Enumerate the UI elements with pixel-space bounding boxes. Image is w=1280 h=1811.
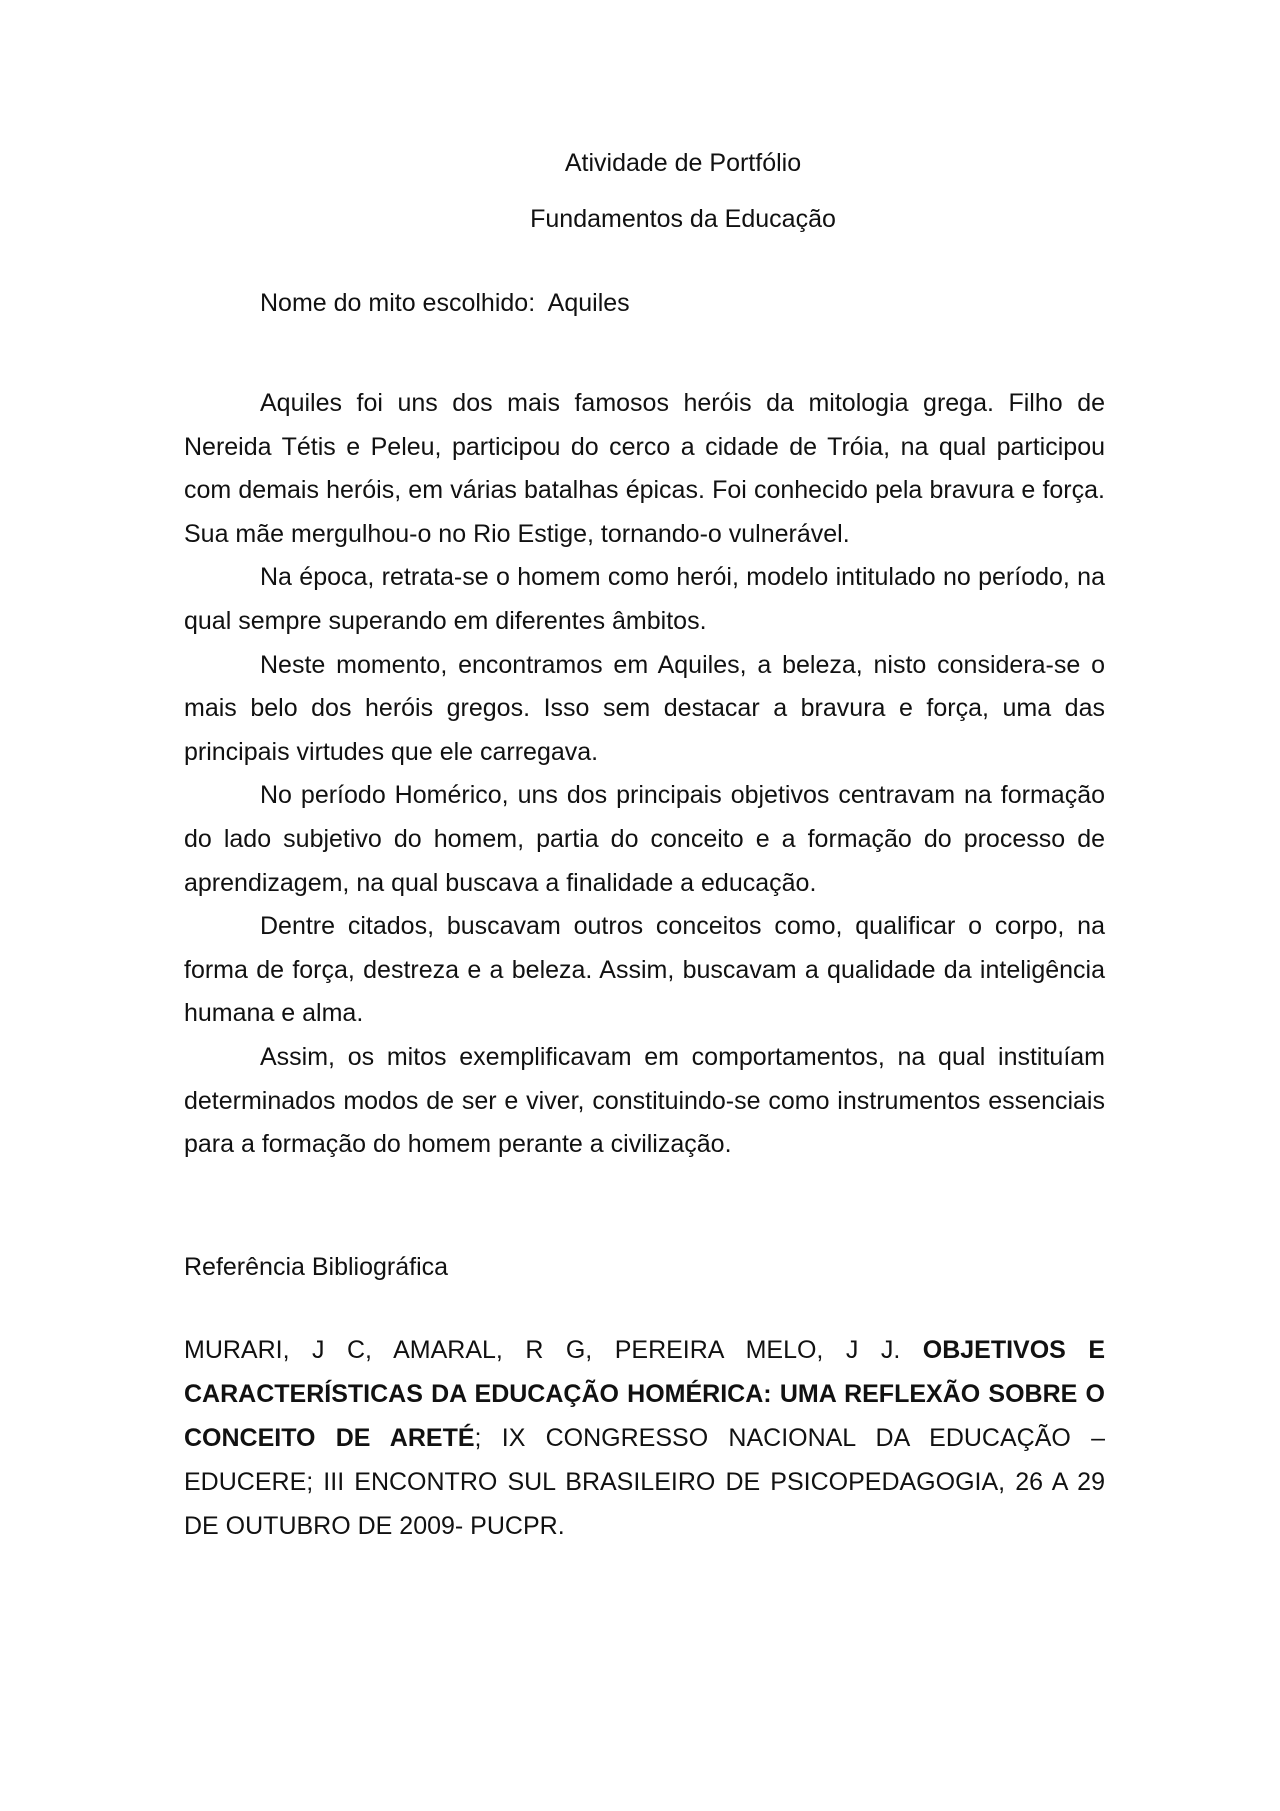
document-subtitle: Fundamentos da Educação bbox=[530, 205, 836, 233]
paragraph: No período Homérico, uns dos principais objetivos centravam na formação do lado subjetivo do homem, partia do conceito e a formação do processo de aprendizagem, na qual buscava a finalidade a educação. bbox=[184, 781, 1105, 897]
paragraph: Assim, os mitos exemplificavam em comportamentos, na qual instituíam determinados modos de ser e viver, constituindo-se como instrumentos essenciais para a formação do homem perante a civilização. bbox=[184, 1042, 1105, 1159]
paragraph: Dentre citados, buscavam outros conceitos como, qualificar o corpo, na forma de força, destreza e a beleza. Assim, buscavam a qualidade da inteligência humana e alma. bbox=[184, 912, 1105, 1028]
reference-details: ; IX CONGRESSO NACIONAL DA EDUCAÇÃO – EDUCERE; III ENCONTRO SUL BRASILEIRO DE PSICOPEDAGOGIA, 26 A 29 DE OUTUBRO DE 2009- PUCPR. bbox=[184, 1424, 1105, 1540]
paragraph: Neste momento, encontramos em Aquiles, a beleza, nisto considera-se o mais belo dos heróis gregos. Isso sem destacar a bravura e força, uma das principais virtudes que ele carregava. bbox=[184, 650, 1105, 766]
myth-name: Aquiles bbox=[547, 289, 630, 317]
references-heading: Referência Bibliográfica bbox=[184, 1253, 449, 1281]
myth-line bbox=[260, 288, 630, 318]
reference-title: OBJETIVOS E CARACTERÍSTICAS DA EDUCAÇÃO HOMÉRICA: UMA REFLEXÃO SOBRE O CONCEITO DE ARETÉ bbox=[184, 1336, 1105, 1452]
paragraph: Aquiles foi uns dos mais famosos heróis da mitologia grega. Filho de Nereida Tétis e Peleu, participou do cerco a cidade de Tróia, na qual participou com demais heróis, em várias batalhas épicas. Foi conhecido pela bravura e força. Sua mãe mergulhou-o no Rio Estige, tornando-o vulnerável. bbox=[184, 389, 1105, 548]
body-text bbox=[184, 382, 1105, 1167]
reference-authors: MURARI, J C, AMARAL, R G, PEREIRA MELO, J J. bbox=[184, 1336, 923, 1364]
paragraph: Na época, retrata-se o homem como herói, modelo intitulado no período, na qual sempre superando em diferentes âmbitos. bbox=[184, 563, 1105, 635]
myth-label: Nome do mito escolhido: bbox=[260, 289, 536, 317]
document-title: Atividade de Portfólio bbox=[564, 149, 802, 177]
reference-entry bbox=[184, 1328, 1105, 1548]
